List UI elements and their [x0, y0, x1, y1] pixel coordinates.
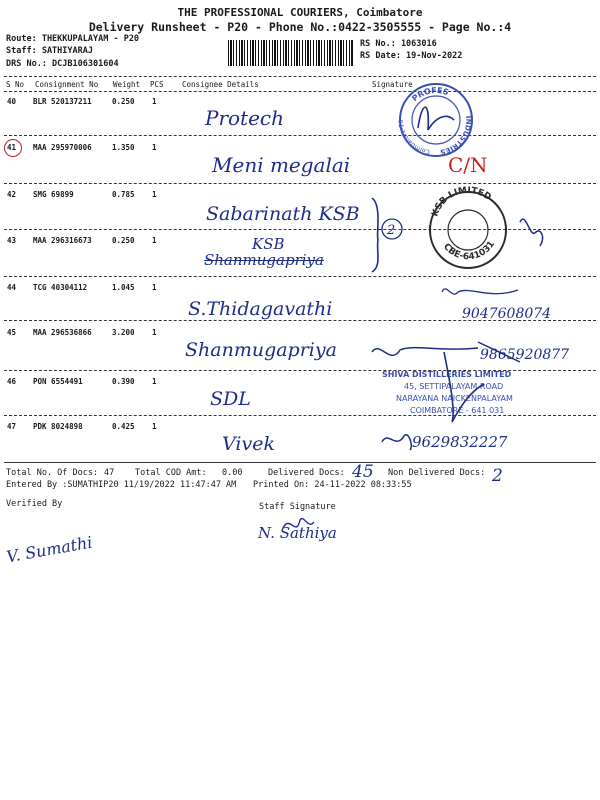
row-weight: 1.045 [112, 283, 135, 292]
stamp-text: PROFES [410, 85, 450, 104]
stamp-text: SHIVA DISTILLERIES LIMITED [382, 370, 512, 379]
stamp-text: 45, SETTIPALAYAM ROAD [404, 382, 504, 391]
row-weight: 0.250 [112, 236, 135, 245]
row-sno: 46 [7, 377, 17, 386]
consignee-handwriting: Shanmugapriya [185, 339, 337, 361]
row-weight: 0.250 [112, 97, 135, 106]
cod-value: 0.00 [222, 468, 243, 478]
svg-text:INDUSTRIES [440, 115, 473, 156]
row-weight: 1.350 [112, 143, 135, 152]
row-consignment: MAA 295970006 [33, 143, 92, 152]
row-consignment: PON 6554491 [33, 377, 83, 386]
bracket-mark [372, 198, 378, 272]
col-consignment: Consignment No [35, 80, 99, 89]
stamp-text: COIMBATORE - 641 031 [410, 406, 505, 415]
non-delivered-count: 2 [492, 466, 503, 486]
svg-text:KSB LIMITED [430, 186, 492, 218]
cn-mark: C/N [448, 153, 488, 177]
stamp-text: INDUSTRIES [439, 115, 473, 156]
delivered-label: Delivered Docs: [268, 468, 345, 478]
consignee-handwriting: KSB [252, 235, 285, 253]
total-docs-value: 47 [104, 468, 115, 478]
circled-number: 2 [387, 223, 396, 238]
stamp-text: CBE-641031 [440, 239, 498, 263]
printed-on: Printed On: 24-11-2022 08:33:55 [253, 480, 412, 490]
row-sno: 44 [7, 283, 17, 292]
row-sno: 43 [7, 236, 17, 245]
row-weight: 0.785 [112, 190, 135, 199]
company-title: THE PROFESSIONAL COURIERS, Coimbatore [177, 6, 423, 19]
verified-by-label: Verified By [6, 499, 63, 509]
signature-scribble [372, 348, 478, 356]
row-sno: 42 [7, 190, 17, 199]
consignee-handwriting: S.Thidagavathi [188, 298, 333, 320]
svg-text:CBE-641031 [441, 240, 497, 263]
col-signature: Signature [372, 80, 413, 89]
row-sno: 45 [7, 328, 17, 337]
entered-by: Entered By :SUMATHIP20 11/19/2022 11:47:47 AM [6, 480, 237, 490]
stamp-text: KSB LIMITED [430, 185, 493, 219]
non-delivered-label: Non Delivered Docs: [388, 468, 486, 478]
phone-handwriting: 9629832227 [412, 433, 508, 451]
row-pcs: 1 [152, 97, 157, 106]
verified-signature: V. Sumathi [5, 532, 94, 567]
signature-scribble [478, 342, 520, 362]
cod-label: Total COD Amt: [135, 468, 207, 478]
row-pcs: 1 [152, 328, 157, 337]
staff-signature-label: Staff Signature [259, 502, 336, 512]
col-pcs: PCS [150, 80, 164, 89]
rs-number: RS No.: 1063016 [360, 39, 437, 49]
row-pcs: 1 [152, 236, 157, 245]
consignee-handwriting: Sabarinath KSB [206, 203, 360, 225]
row-pcs: 1 [152, 143, 157, 152]
route-label: Route: THEKKUPALAYAM - P20 [6, 34, 140, 44]
svg-text:PROFES [410, 86, 450, 103]
row-consignment: PDK 8024898 [33, 422, 83, 431]
shiva-stamp [382, 370, 513, 415]
row-consignment: BLR 520137211 [33, 97, 92, 106]
consignee-handwriting: Meni megalai [212, 153, 351, 177]
staff-signature: N. Sathiya [258, 524, 337, 542]
ksb-stamp [430, 186, 506, 268]
signature-scribble [520, 219, 543, 246]
row-sno: 40 [7, 97, 17, 106]
phone-handwriting: 9047608074 [462, 306, 552, 322]
row-pcs: 1 [152, 422, 157, 431]
row-consignment: MAA 296536866 [33, 328, 92, 337]
struck-consignee: Shanmugapriya [204, 251, 324, 269]
row-weight: 0.390 [112, 377, 135, 386]
row-consignment: MAA 296316673 [33, 236, 92, 245]
col-sno: S No [6, 80, 25, 89]
runsheet-title: Delivery Runsheet - P20 - Phone No.:0422-3505555 - Page No.:4 [88, 20, 512, 34]
delivered-count: 45 [352, 462, 374, 482]
row-consignment: SMG 69899 [33, 190, 74, 199]
consignee-handwriting: Protech [205, 106, 285, 130]
row-pcs: 1 [152, 377, 157, 386]
drs-number: DRS No.: DCJB106301604 [6, 59, 119, 69]
stamp-text: NARAYANA NAICKENPALAYAM [396, 394, 513, 403]
row-sno: 41 [7, 143, 17, 152]
col-weight: Weight [113, 80, 141, 89]
staff-label: Staff: SATHIYARAJ [6, 46, 93, 56]
signature-scribble [442, 289, 518, 294]
consignee-handwriting: SDL [210, 388, 251, 410]
row-consignment: TCG 40304112 [33, 283, 88, 292]
signature-scribble [382, 435, 411, 450]
consignee-handwriting: Vivek [222, 433, 275, 455]
row-pcs: 1 [152, 283, 157, 292]
total-docs-label: Total No. Of Docs: [6, 468, 99, 478]
row-pcs: 1 [152, 190, 157, 199]
phone-handwriting: 9865920877 [480, 347, 570, 363]
row-weight: 3.200 [112, 328, 135, 337]
signature-scribble [418, 107, 454, 130]
row-weight: 0.425 [112, 422, 135, 431]
rs-date: RS Date: 19-Nov-2022 [360, 51, 463, 61]
col-consignee: Consignee Details [182, 80, 259, 89]
svg-text:Coimbatore-20 [398, 119, 431, 155]
row-sno: 47 [7, 422, 17, 431]
stamp-text: Coimbatore-20 [397, 119, 431, 156]
